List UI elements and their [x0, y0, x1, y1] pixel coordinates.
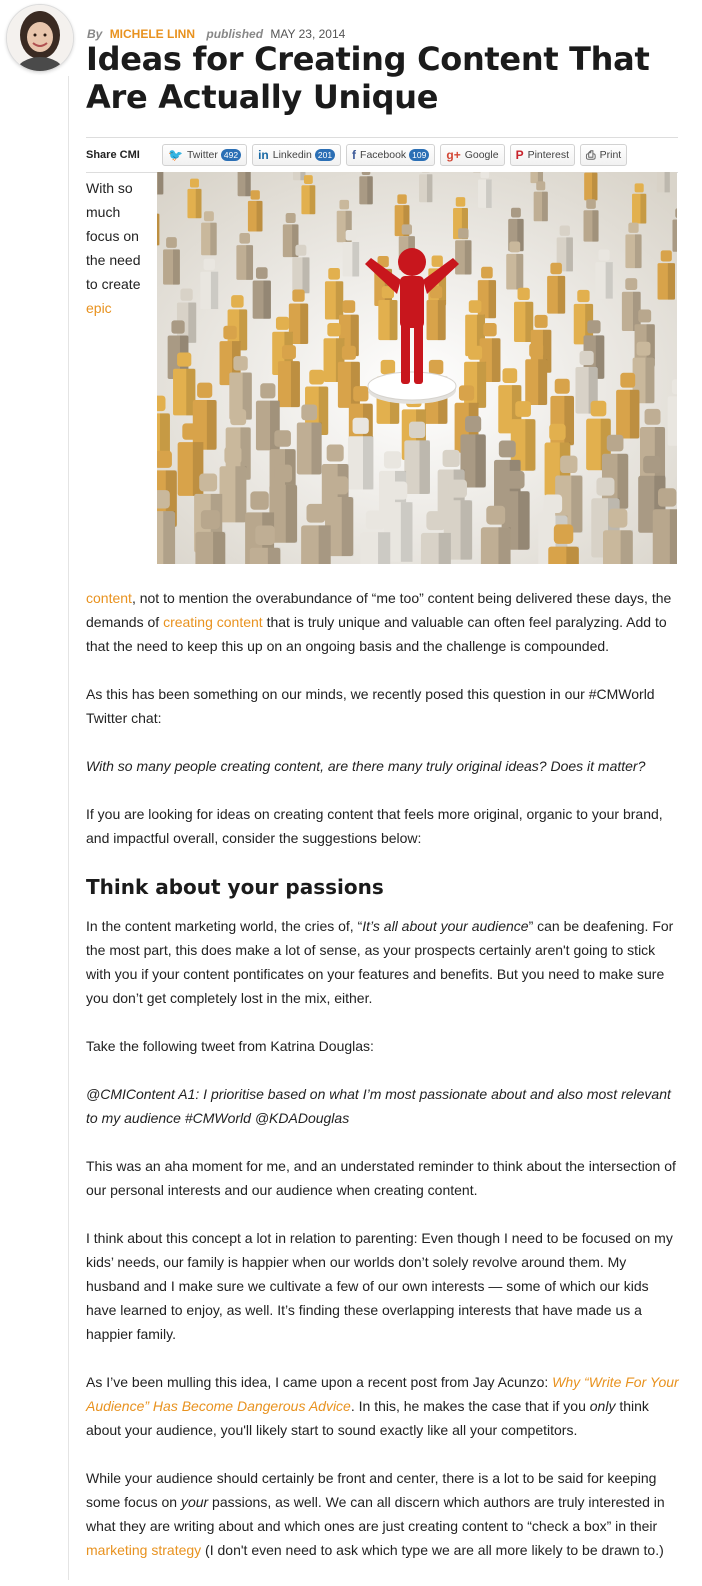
intro-paragraph: [86, 586, 680, 658]
twitter-share-button[interactable]: [162, 144, 247, 166]
hero-image: [157, 172, 677, 564]
print-icon: ⎙: [586, 148, 596, 163]
article-body: [86, 586, 680, 1586]
text: In the content marketing world, the cries of, “: [86, 918, 362, 934]
text: ” can be deafening. For the most part, this does make a lot of sense, as your prospects certainly aren't going to stick with you if your content pontificates on your features and benefits. But you need to make sure you don’t get completely lost in the mix, either.: [86, 918, 673, 1006]
intro-lead-text: With so much focus on the need to create: [86, 180, 141, 292]
chat-question: With so many people creating content, are there many truly original ideas? Does it matter?: [86, 754, 680, 778]
by-label: By: [87, 27, 102, 41]
intro-text: , not to mention the overabundance of “me too” content being delivered these days, the demands of: [86, 590, 671, 630]
text: think about your audience, you'll likely start to sound exactly like all your competitors.: [86, 1398, 649, 1438]
share-count: 201: [315, 149, 335, 161]
paragraph-audience: [86, 914, 680, 1010]
text: . In this, he makes the case that if you: [351, 1398, 590, 1414]
creating-content-link[interactable]: creating content: [163, 614, 263, 630]
epic-content-link-continued[interactable]: content: [86, 590, 132, 606]
paragraph-passions: [86, 1466, 680, 1562]
epic-content-link[interactable]: epic: [86, 300, 112, 316]
text: While your audience should certainly be front and center, there is a lot to be said for keeping some focus on: [86, 1470, 656, 1510]
share-button-label: Google: [465, 149, 499, 161]
facebook-icon: f: [352, 148, 356, 162]
paragraph-parenting: I think about this concept a lot in relation to parenting: Even though I need to be focused on my kids’ needs, our family is happier when our worlds don’t solely revolve around them. My husband and I make sure we cultivate a few of our own interests — some of which our kids have learned to enjoy, as well. It’s finding these overlapping interests that have made us a happier family.: [86, 1226, 680, 1346]
tweet-quote: @CMIContent A1: I prioritise based on what I’m most passionate about and also most relevant to my audience #CMWorld @KDADouglas: [86, 1082, 680, 1130]
page-title: Ideas for Creating Content That Are Actually Unique: [86, 40, 686, 116]
share-bar: [86, 137, 678, 173]
paragraph-suggestions: If you are looking for ideas on creating content that feels more original, organic to your brand, and impactful overall, consider the suggestions below:: [86, 802, 680, 850]
paragraph-tweet-intro: Take the following tweet from Katrina Douglas:: [86, 1034, 680, 1058]
share-count: 492: [221, 149, 241, 161]
paragraph-acunzo: [86, 1370, 680, 1442]
emphasis: your: [181, 1494, 208, 1510]
crowd-figure: [238, 172, 251, 196]
google-plus-share-button[interactable]: [440, 144, 504, 166]
share-button-label: Facebook: [360, 149, 406, 161]
author-link[interactable]: MICHELE LINN: [110, 27, 195, 41]
share-button-label: Linkedin: [273, 149, 312, 161]
facebook-share-button[interactable]: [346, 144, 435, 166]
pinterest-share-button[interactable]: [510, 144, 575, 166]
share-button-label: Pinterest: [528, 149, 569, 161]
paragraph-aha: This was an aha moment for me, and an understated reminder to think about the intersection of our personal interests and our audience when creating content.: [86, 1154, 680, 1202]
byline: [87, 27, 345, 41]
crowd-figure: [584, 172, 597, 200]
crowd-figure: [419, 172, 432, 202]
pinterest-icon: P: [516, 148, 524, 162]
crowd-figure: [359, 172, 372, 204]
share-label: Share CMI: [86, 149, 162, 161]
published-label: published: [206, 27, 263, 41]
author-portrait-icon: [7, 5, 73, 71]
crowd-figure: [157, 172, 163, 194]
emphasis: It’s all about your audience: [362, 918, 528, 934]
text: As I’ve been mulling this idea, I came upon a recent post from Jay Acunzo:: [86, 1374, 552, 1390]
paragraph-cmworld: As this has been something on our minds, we recently posed this question in our #CMWorld Twitter chat:: [86, 682, 680, 730]
section-heading-passions: Think about your passions: [86, 874, 680, 900]
marketing-strategy-link[interactable]: marketing strategy: [86, 1542, 201, 1558]
intro-text-end: that is truly unique and valuable can often feel paralyzing. Add to that the need to keep this up on an ongoing basis and the challenge is compounded.: [86, 614, 667, 654]
crowd-figure: [293, 172, 305, 180]
text: (I don't even need to ask which type we are all more likely to be drawn to.): [201, 1542, 664, 1558]
publish-date: MAY 23, 2014: [270, 27, 345, 41]
emphasis: only: [590, 1398, 616, 1414]
linkedin-share-button[interactable]: [252, 144, 341, 166]
print-button[interactable]: [580, 144, 627, 166]
acunzo-post-link[interactable]: Why “Write For Your Audience” Has Become Dangerous Advice: [86, 1374, 679, 1414]
linkedin-icon: in: [258, 148, 269, 162]
google-plus-icon: g+: [446, 148, 460, 162]
crowd-illustration: [157, 172, 677, 564]
share-count: 109: [409, 149, 429, 161]
twitter-icon: 🐦: [168, 148, 183, 162]
share-button-label: Print: [600, 149, 622, 161]
crowd-figure: [657, 172, 670, 192]
share-button-label: Twitter: [187, 149, 218, 161]
left-divider: [68, 76, 69, 1580]
intro-lead: [86, 176, 156, 320]
text: passions, as well. We can all discern which authors are truly interested in what they are writing about and which ones are just creating content to “check a box” in their: [86, 1494, 665, 1534]
author-avatar[interactable]: [6, 4, 74, 72]
